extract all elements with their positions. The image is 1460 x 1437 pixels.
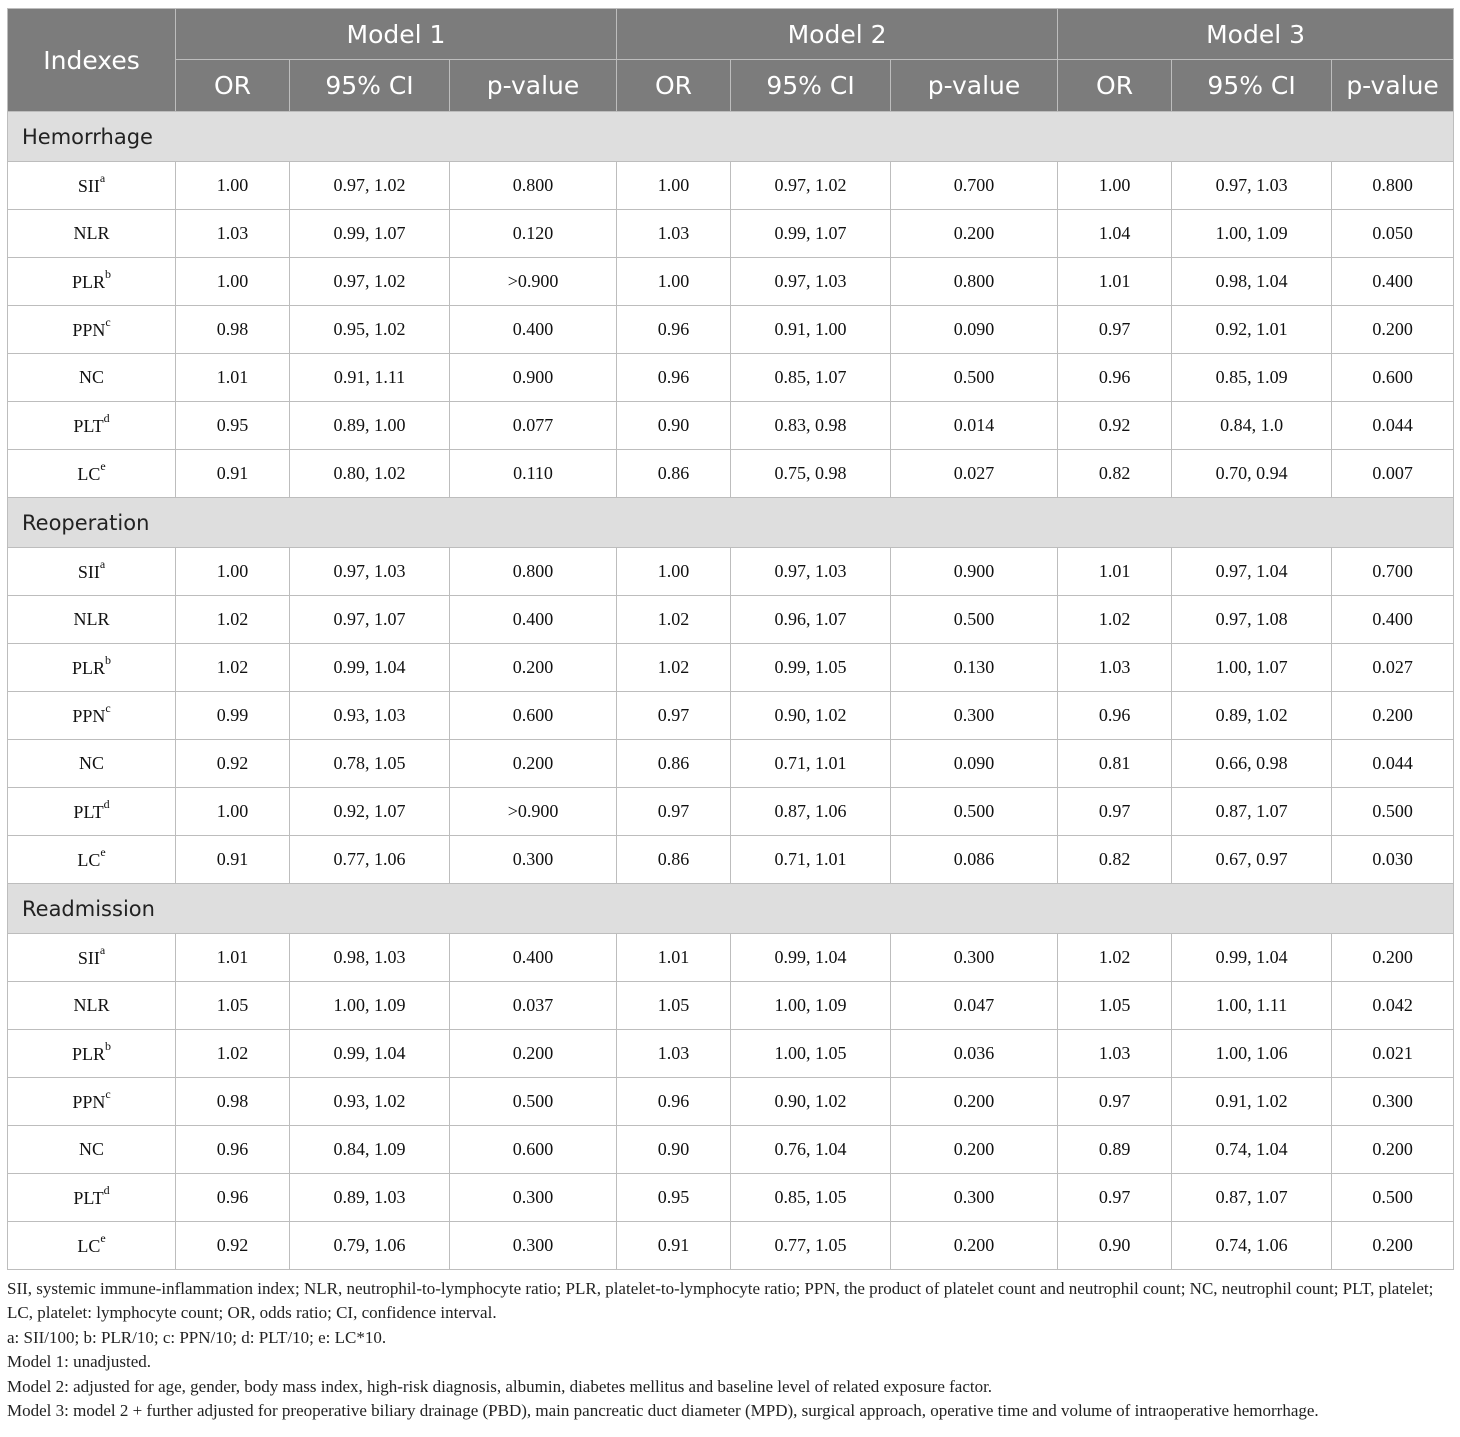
index-footnote-mark: e [100, 1231, 106, 1245]
m1-p-value-cell: 0.037 [450, 982, 617, 1030]
m2-or-cell: 0.97 [617, 692, 731, 740]
indexes-header: Indexes [8, 9, 176, 112]
m2-or-cell: 0.91 [617, 1222, 731, 1270]
m1-or-cell: 1.03 [176, 210, 290, 258]
m2-p-value-cell: 0.036 [891, 1030, 1058, 1078]
model-2-header: Model 2 [617, 9, 1058, 60]
index-footnote-mark: e [100, 459, 106, 473]
m2-ci-cell: 0.71, 1.01 [731, 740, 891, 788]
index-label: SII [77, 948, 100, 968]
index-cell [8, 788, 176, 836]
m1-p-value-cell: 0.300 [450, 836, 617, 884]
index-label: PPN [72, 1092, 106, 1112]
m3-or-cell: 0.82 [1058, 836, 1172, 884]
index-cell [8, 258, 176, 306]
m2-ci-cell: 0.99, 1.05 [731, 644, 891, 692]
index-label: NC [78, 1139, 104, 1159]
m3-or-cell: 0.96 [1058, 692, 1172, 740]
m3-or-cell: 1.04 [1058, 210, 1172, 258]
m3-ci-cell: 0.98, 1.04 [1172, 258, 1332, 306]
m2-p-value-cell: 0.200 [891, 1222, 1058, 1270]
index-cell [8, 450, 176, 498]
table-row [8, 258, 1454, 306]
m2-ci-cell: 0.87, 1.06 [731, 788, 891, 836]
index-label: NLR [73, 995, 110, 1015]
index-footnote-mark: d [103, 797, 110, 811]
m1-ci-cell: 0.99, 1.04 [290, 644, 450, 692]
m3-ci-header: 95% CI [1172, 60, 1332, 112]
m2-ci-cell: 0.91, 1.00 [731, 306, 891, 354]
m1-ci-cell: 0.97, 1.07 [290, 596, 450, 644]
m3-p-value-cell: 0.200 [1332, 306, 1454, 354]
m1-or-cell: 0.96 [176, 1126, 290, 1174]
m2-or-cell: 0.86 [617, 836, 731, 884]
m1-ci-cell: 0.84, 1.09 [290, 1126, 450, 1174]
table-row [8, 982, 1454, 1030]
index-footnote-mark: c [105, 701, 111, 715]
m1-or-cell: 0.91 [176, 836, 290, 884]
footnote-scaling: a: SII/100; b: PLR/10; c: PPN/10; d: PLT/10; e: LC*10. [7, 1327, 387, 1347]
table-row [8, 740, 1454, 788]
m2-ci-cell: 0.96, 1.07 [731, 596, 891, 644]
m3-p-value-cell: 0.044 [1332, 740, 1454, 788]
m1-p-value-cell: 0.300 [450, 1174, 617, 1222]
m1-p-value-cell: 0.600 [450, 1126, 617, 1174]
m3-or-cell: 1.00 [1058, 162, 1172, 210]
m3-ci-cell: 0.97, 1.08 [1172, 596, 1332, 644]
m2-or-cell: 0.96 [617, 354, 731, 402]
m1-p-value-cell: 0.077 [450, 402, 617, 450]
m2-p-value-cell: 0.086 [891, 836, 1058, 884]
table-header [8, 9, 1454, 112]
model-1-header: Model 1 [176, 9, 617, 60]
m1-p-value-cell: 0.600 [450, 692, 617, 740]
m2-ci-cell: 0.77, 1.05 [731, 1222, 891, 1270]
section-title: Hemorrhage [8, 112, 1454, 162]
index-label: SII [77, 176, 100, 196]
m2-p-value-cell: 0.200 [891, 210, 1058, 258]
m3-or-cell: 0.81 [1058, 740, 1172, 788]
m1-ci-cell: 0.79, 1.06 [290, 1222, 450, 1270]
index-label: PLR [71, 272, 105, 292]
table-footnotes [7, 1277, 1453, 1423]
m2-or-cell: 0.90 [617, 402, 731, 450]
m1-p-value-cell: >0.900 [450, 788, 617, 836]
table-row [8, 1174, 1454, 1222]
m2-ci-cell: 0.97, 1.03 [731, 258, 891, 306]
m1-or-cell: 0.95 [176, 402, 290, 450]
m3-ci-cell: 0.97, 1.04 [1172, 548, 1332, 596]
index-label: LC [77, 850, 101, 870]
m3-ci-cell: 0.89, 1.02 [1172, 692, 1332, 740]
m1-ci-cell: 0.95, 1.02 [290, 306, 450, 354]
m2-or-cell: 1.01 [617, 934, 731, 982]
table-row [8, 354, 1454, 402]
m3-or-cell: 1.02 [1058, 934, 1172, 982]
m3-ci-cell: 1.00, 1.09 [1172, 210, 1332, 258]
m1-ci-cell: 0.99, 1.07 [290, 210, 450, 258]
m2-or-cell: 1.00 [617, 548, 731, 596]
m3-ci-cell: 0.67, 0.97 [1172, 836, 1332, 884]
table-row [8, 210, 1454, 258]
m1-or-cell: 1.01 [176, 354, 290, 402]
m2-ci-cell: 0.71, 1.01 [731, 836, 891, 884]
m1-p-value-cell: 0.500 [450, 1078, 617, 1126]
m2-p-value-cell: 0.300 [891, 692, 1058, 740]
table-row [8, 450, 1454, 498]
m3-p-value-cell: 0.500 [1332, 1174, 1454, 1222]
section-row [8, 884, 1454, 934]
m1-or-cell: 1.02 [176, 1030, 290, 1078]
footnote-abbreviations: SII, systemic immune-inflammation index; NLR, neutrophil-to-lymphocyte ratio; PLR, platelet-to-lymphocyte ratio; PPN, the product of platelet count and neutrophil count; NC, neutrophil count; PLT, platelet; LC, platelet: lymphocyte count; OR, odds ratio; CI, confidence interval. [7, 1279, 1434, 1323]
table-row [8, 692, 1454, 740]
m3-p-value-cell: 0.200 [1332, 692, 1454, 740]
index-label: NC [78, 753, 104, 773]
m1-p-value-cell: 0.800 [450, 162, 617, 210]
m1-ci-cell: 1.00, 1.09 [290, 982, 450, 1030]
m1-ci-cell: 0.89, 1.00 [290, 402, 450, 450]
m2-ci-cell: 1.00, 1.05 [731, 1030, 891, 1078]
m2-or-header: OR [617, 60, 731, 112]
m3-p-value-cell: 0.800 [1332, 162, 1454, 210]
m3-p-value-cell: 0.030 [1332, 836, 1454, 884]
table-row [8, 306, 1454, 354]
table-row [8, 162, 1454, 210]
index-label: NLR [73, 223, 110, 243]
m2-p-value-cell: 0.027 [891, 450, 1058, 498]
table-row [8, 934, 1454, 982]
m3-p-value-cell: 0.042 [1332, 982, 1454, 1030]
index-cell [8, 740, 176, 788]
m2-ci-cell: 0.75, 0.98 [731, 450, 891, 498]
m3-p-value-cell: 0.021 [1332, 1030, 1454, 1078]
table-row [8, 1222, 1454, 1270]
section-title: Reoperation [8, 498, 1454, 548]
m3-p-value-cell: 0.700 [1332, 548, 1454, 596]
index-footnote-mark: d [103, 411, 110, 425]
m1-or-cell: 0.99 [176, 692, 290, 740]
m2-ci-cell: 0.85, 1.05 [731, 1174, 891, 1222]
m1-ci-cell: 0.92, 1.07 [290, 788, 450, 836]
m1-p-value-cell: 0.400 [450, 934, 617, 982]
m1-or-cell: 1.02 [176, 644, 290, 692]
table-row [8, 1078, 1454, 1126]
m1-or-cell: 1.00 [176, 548, 290, 596]
table-row [8, 402, 1454, 450]
m3-ci-cell: 0.92, 1.01 [1172, 306, 1332, 354]
m3-p-value-cell: 0.044 [1332, 402, 1454, 450]
m3-ci-cell: 0.66, 0.98 [1172, 740, 1332, 788]
m1-ci-cell: 0.77, 1.06 [290, 836, 450, 884]
m3-ci-cell: 0.74, 1.04 [1172, 1126, 1332, 1174]
m1-p-value-cell: 0.110 [450, 450, 617, 498]
table-row [8, 548, 1454, 596]
m1-p-value-cell: 0.300 [450, 1222, 617, 1270]
index-label: PPN [72, 706, 106, 726]
footnote-model-3: Model 3: model 2 + further adjusted for preoperative biliary drainage (PBD), main pancreatic duct diameter (MPD), surgical approach, operative time and volume of intraoperative hemorrhage. [7, 1401, 1319, 1421]
m2-p-value-cell: 0.200 [891, 1126, 1058, 1174]
index-cell [8, 1126, 176, 1174]
m3-p-value-cell: 0.400 [1332, 596, 1454, 644]
m2-or-cell: 0.96 [617, 306, 731, 354]
index-footnote-mark: b [105, 267, 111, 281]
m3-or-cell: 1.01 [1058, 258, 1172, 306]
m2-p-value-cell: 0.900 [891, 548, 1058, 596]
m1-or-cell: 0.92 [176, 740, 290, 788]
m1-or-cell: 1.00 [176, 258, 290, 306]
index-cell [8, 354, 176, 402]
index-cell [8, 692, 176, 740]
index-label: PLR [71, 658, 105, 678]
index-cell [8, 402, 176, 450]
index-footnote-mark: b [105, 653, 111, 667]
m3-ci-cell: 0.91, 1.02 [1172, 1078, 1332, 1126]
m2-or-cell: 1.02 [617, 596, 731, 644]
m1-ci-cell: 0.78, 1.05 [290, 740, 450, 788]
m3-ci-cell: 0.99, 1.04 [1172, 934, 1332, 982]
index-cell [8, 1222, 176, 1270]
index-label: PPN [72, 320, 106, 340]
m3-p-value-cell: 0.200 [1332, 934, 1454, 982]
m3-ci-cell: 0.85, 1.09 [1172, 354, 1332, 402]
index-cell [8, 596, 176, 644]
index-label: LC [77, 1236, 101, 1256]
m3-p-value-cell: 0.400 [1332, 258, 1454, 306]
index-label: NLR [73, 609, 110, 629]
m3-ci-cell: 0.87, 1.07 [1172, 1174, 1332, 1222]
m1-p-value-cell: 0.120 [450, 210, 617, 258]
m3-ci-cell: 0.97, 1.03 [1172, 162, 1332, 210]
m2-p-value-cell: 0.700 [891, 162, 1058, 210]
m2-p-value-cell: 0.090 [891, 306, 1058, 354]
index-cell [8, 982, 176, 1030]
m2-p-value-cell: 0.300 [891, 934, 1058, 982]
table-row [8, 644, 1454, 692]
m3-or-cell: 1.03 [1058, 1030, 1172, 1078]
m2-ci-cell: 1.00, 1.09 [731, 982, 891, 1030]
index-label: PLT [73, 802, 104, 822]
m3-pvalue-header: p-value [1332, 60, 1454, 112]
index-cell [8, 836, 176, 884]
m3-p-value-cell: 0.200 [1332, 1222, 1454, 1270]
section-row [8, 498, 1454, 548]
m2-p-value-cell: 0.130 [891, 644, 1058, 692]
m3-or-header: OR [1058, 60, 1172, 112]
model-3-header: Model 3 [1058, 9, 1454, 60]
index-cell [8, 1174, 176, 1222]
m1-ci-header: 95% CI [290, 60, 450, 112]
section-row [8, 112, 1454, 162]
index-footnote-mark: c [105, 315, 111, 329]
index-label: SII [77, 562, 100, 582]
m2-or-cell: 1.02 [617, 644, 731, 692]
m2-or-cell: 1.03 [617, 210, 731, 258]
m2-or-cell: 0.96 [617, 1078, 731, 1126]
m2-or-cell: 0.86 [617, 450, 731, 498]
m3-ci-cell: 1.00, 1.07 [1172, 644, 1332, 692]
m1-ci-cell: 0.80, 1.02 [290, 450, 450, 498]
m2-p-value-cell: 0.047 [891, 982, 1058, 1030]
m1-or-cell: 1.00 [176, 788, 290, 836]
m3-ci-cell: 0.84, 1.0 [1172, 402, 1332, 450]
m3-or-cell: 0.92 [1058, 402, 1172, 450]
m2-ci-cell: 0.97, 1.02 [731, 162, 891, 210]
m3-p-value-cell: 0.050 [1332, 210, 1454, 258]
m1-pvalue-header: p-value [450, 60, 617, 112]
m1-ci-cell: 0.99, 1.04 [290, 1030, 450, 1078]
m2-or-cell: 1.00 [617, 258, 731, 306]
m2-ci-cell: 0.83, 0.98 [731, 402, 891, 450]
m2-p-value-cell: 0.014 [891, 402, 1058, 450]
index-footnote-mark: e [100, 845, 106, 859]
m3-or-cell: 0.97 [1058, 1078, 1172, 1126]
m3-ci-cell: 1.00, 1.06 [1172, 1030, 1332, 1078]
m1-ci-cell: 0.97, 1.03 [290, 548, 450, 596]
m1-or-cell: 0.92 [176, 1222, 290, 1270]
m1-ci-cell: 0.89, 1.03 [290, 1174, 450, 1222]
index-cell [8, 644, 176, 692]
m3-or-cell: 0.97 [1058, 788, 1172, 836]
m3-or-cell: 1.02 [1058, 596, 1172, 644]
m1-p-value-cell: 0.900 [450, 354, 617, 402]
m3-ci-cell: 0.70, 0.94 [1172, 450, 1332, 498]
m1-or-cell: 1.02 [176, 596, 290, 644]
index-label: PLR [71, 1044, 105, 1064]
m3-p-value-cell: 0.027 [1332, 644, 1454, 692]
index-cell [8, 548, 176, 596]
m3-or-cell: 0.97 [1058, 306, 1172, 354]
table-row [8, 836, 1454, 884]
m2-p-value-cell: 0.090 [891, 740, 1058, 788]
index-label: PLT [73, 416, 104, 436]
index-footnote-mark: d [103, 1183, 110, 1197]
m2-p-value-cell: 0.800 [891, 258, 1058, 306]
index-label: LC [77, 464, 101, 484]
m1-or-cell: 1.05 [176, 982, 290, 1030]
m3-or-cell: 1.03 [1058, 644, 1172, 692]
m1-ci-cell: 0.93, 1.02 [290, 1078, 450, 1126]
m1-p-value-cell: >0.900 [450, 258, 617, 306]
m1-or-cell: 1.01 [176, 934, 290, 982]
m2-ci-cell: 0.99, 1.07 [731, 210, 891, 258]
m3-p-value-cell: 0.300 [1332, 1078, 1454, 1126]
m2-p-value-cell: 0.300 [891, 1174, 1058, 1222]
index-label: NC [78, 367, 104, 387]
m2-ci-header: 95% CI [731, 60, 891, 112]
m1-ci-cell: 0.93, 1.03 [290, 692, 450, 740]
m3-or-cell: 1.05 [1058, 982, 1172, 1030]
m2-ci-cell: 0.85, 1.07 [731, 354, 891, 402]
m1-or-header: OR [176, 60, 290, 112]
m3-p-value-cell: 0.500 [1332, 788, 1454, 836]
m2-p-value-cell: 0.200 [891, 1078, 1058, 1126]
m2-ci-cell: 0.90, 1.02 [731, 692, 891, 740]
m2-or-cell: 1.00 [617, 162, 731, 210]
m3-or-cell: 0.90 [1058, 1222, 1172, 1270]
m2-pvalue-header: p-value [891, 60, 1058, 112]
index-footnote-mark: c [105, 1087, 111, 1101]
m3-p-value-cell: 0.200 [1332, 1126, 1454, 1174]
index-cell [8, 162, 176, 210]
m2-or-cell: 0.97 [617, 788, 731, 836]
table-body [8, 112, 1454, 1270]
m2-p-value-cell: 0.500 [891, 788, 1058, 836]
m1-or-cell: 1.00 [176, 162, 290, 210]
m3-or-cell: 1.01 [1058, 548, 1172, 596]
index-cell [8, 934, 176, 982]
m3-or-cell: 0.96 [1058, 354, 1172, 402]
table-row [8, 788, 1454, 836]
m2-or-cell: 1.03 [617, 1030, 731, 1078]
m2-ci-cell: 0.90, 1.02 [731, 1078, 891, 1126]
m3-or-cell: 0.97 [1058, 1174, 1172, 1222]
m1-p-value-cell: 0.200 [450, 740, 617, 788]
m1-or-cell: 0.91 [176, 450, 290, 498]
m1-ci-cell: 0.91, 1.11 [290, 354, 450, 402]
m2-p-value-cell: 0.500 [891, 596, 1058, 644]
m2-or-cell: 0.86 [617, 740, 731, 788]
index-footnote-mark: a [99, 171, 106, 185]
results-table-container [7, 8, 1453, 1423]
m2-or-cell: 0.95 [617, 1174, 731, 1222]
index-footnote-mark: a [99, 943, 106, 957]
odds-ratio-table [7, 8, 1454, 1270]
index-cell [8, 210, 176, 258]
m1-ci-cell: 0.98, 1.03 [290, 934, 450, 982]
m2-p-value-cell: 0.500 [891, 354, 1058, 402]
index-footnote-mark: b [105, 1039, 111, 1053]
m1-ci-cell: 0.97, 1.02 [290, 258, 450, 306]
index-footnote-mark: a [99, 557, 106, 571]
m3-p-value-cell: 0.600 [1332, 354, 1454, 402]
m2-ci-cell: 0.99, 1.04 [731, 934, 891, 982]
m3-or-cell: 0.89 [1058, 1126, 1172, 1174]
m3-p-value-cell: 0.007 [1332, 450, 1454, 498]
m2-ci-cell: 0.97, 1.03 [731, 548, 891, 596]
table-row [8, 1126, 1454, 1174]
index-cell [8, 1030, 176, 1078]
footnote-model-2: Model 2: adjusted for age, gender, body mass index, high-risk diagnosis, albumin, diabetes mellitus and baseline level of related exposure factor. [7, 1376, 993, 1396]
m1-or-cell: 0.98 [176, 306, 290, 354]
index-label: PLT [73, 1188, 104, 1208]
m3-or-cell: 0.82 [1058, 450, 1172, 498]
m3-ci-cell: 1.00, 1.11 [1172, 982, 1332, 1030]
m1-or-cell: 0.98 [176, 1078, 290, 1126]
m1-p-value-cell: 0.800 [450, 548, 617, 596]
m1-p-value-cell: 0.400 [450, 306, 617, 354]
section-title: Readmission [8, 884, 1454, 934]
m1-p-value-cell: 0.400 [450, 596, 617, 644]
m1-ci-cell: 0.97, 1.02 [290, 162, 450, 210]
m1-p-value-cell: 0.200 [450, 644, 617, 692]
m2-or-cell: 0.90 [617, 1126, 731, 1174]
table-row [8, 596, 1454, 644]
m3-ci-cell: 0.87, 1.07 [1172, 788, 1332, 836]
m3-ci-cell: 0.74, 1.06 [1172, 1222, 1332, 1270]
m1-p-value-cell: 0.200 [450, 1030, 617, 1078]
index-cell [8, 1078, 176, 1126]
index-cell [8, 306, 176, 354]
m1-or-cell: 0.96 [176, 1174, 290, 1222]
table-row [8, 1030, 1454, 1078]
m2-ci-cell: 0.76, 1.04 [731, 1126, 891, 1174]
footnote-model-1: Model 1: unadjusted. [7, 1352, 152, 1372]
m2-or-cell: 1.05 [617, 982, 731, 1030]
